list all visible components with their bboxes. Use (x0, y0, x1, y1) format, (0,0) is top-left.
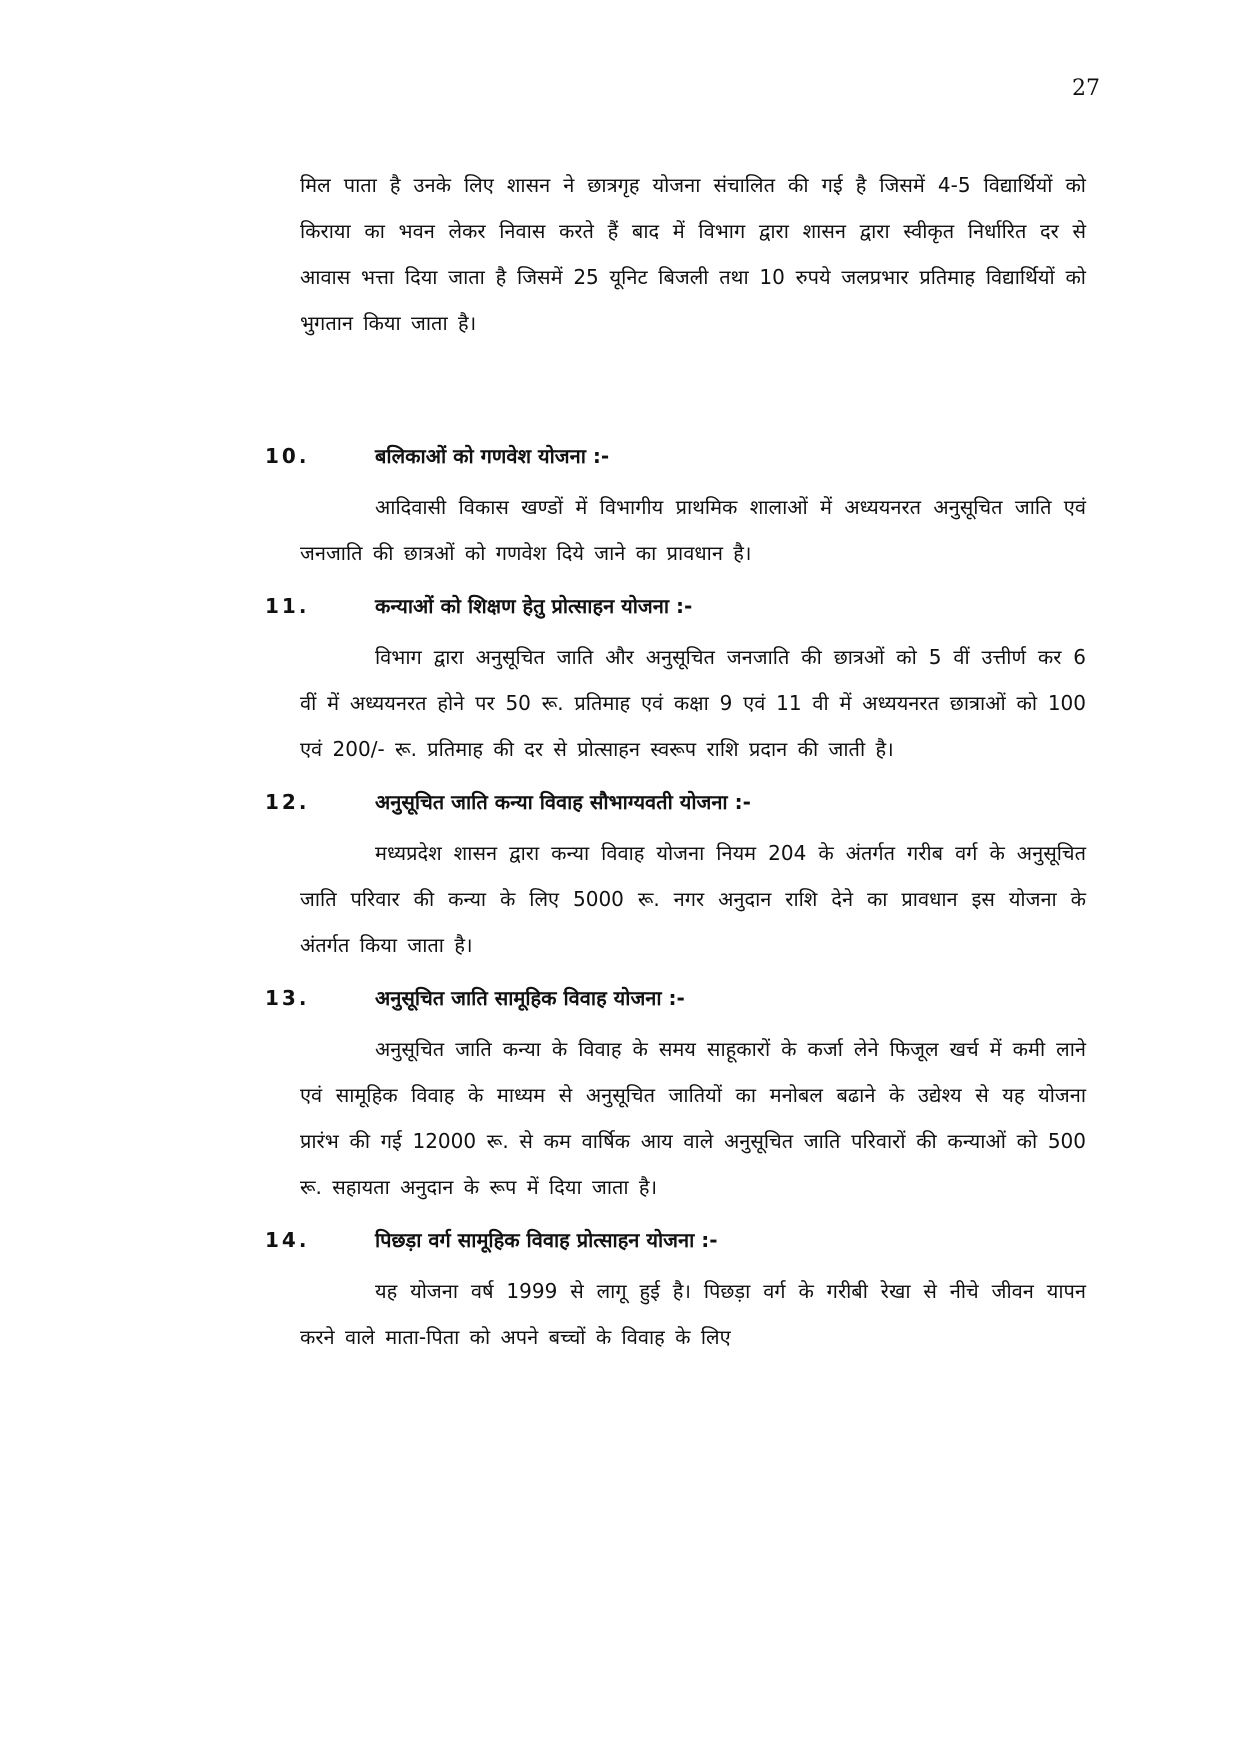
document-body (265, 162, 1086, 1368)
section-11 (265, 584, 1086, 772)
section-title: कन्याओं को शिक्षण हेतु प्रोत्साहन योजना :- (375, 594, 693, 618)
section-title: अनुसूचित जाति सामूहिक विवाह योजना :- (375, 986, 685, 1010)
section-number: 14. (265, 1228, 310, 1252)
section-body: मध्यप्रदेश शासन द्वारा कन्या विवाह योजना नियम 204 के अंतर्गत गरीब वर्ग के अनुसूचित जाति परिवार की कन्या के लिए 5000 रू. नगर अनुदान राशि देने का प्रावधान इस योजना के अंतर्गत किया जाता है। (300, 841, 1086, 957)
section-13 (265, 976, 1086, 1210)
section-body: अनुसूचित जाति कन्या के विवाह के समय साहूकारों के कर्जा लेने फिजूल खर्च में कमी लाने एवं सामूहिक विवाह के माध्यम से अनुसूचित जातियों का मनोबल बढाने के उद्येश्य से यह योजना प्रारंभ की गई 12000 रू. से कम वार्षिक आय वाले अनुसूचित जाति परिवारों की कन्याओं को 500 रू. सहायता अनुदान के रूप में दिया जाता है। (300, 1037, 1086, 1199)
section-14 (265, 1218, 1086, 1360)
section-12 (265, 780, 1086, 968)
section-heading (265, 434, 1086, 478)
section-number: 12. (265, 790, 310, 814)
page-number: 27 (1072, 76, 1100, 101)
section-title: बलिकाओं को गणवेश योजना :- (375, 444, 610, 468)
section-body: आदिवासी विकास खण्डों में विभागीय प्राथमिक शालाओं में अध्ययनरत अनुसूचित जाति एवं जनजाति की छात्रओं को गणवेश दिये जाने का प्रावधान है। (300, 495, 1086, 565)
section-heading (265, 584, 1086, 628)
section-heading (265, 976, 1086, 1020)
intro-paragraph: मिल पाता है उनके लिए शासन ने छात्रगृह योजना संचालित की गई है जिसमें 4-5 विद्यार्थियों को किराया का भवन लेकर निवास करते हैं बाद में विभाग द्वारा शासन द्वारा स्वीकृत निर्धारित दर से आवास भत्ता दिया जाता है जिसमें 25 यूनिट बिजली तथा 10 रुपये जलप्रभार प्रतिमाह विद्यार्थियों को भुगतान किया जाता है। (300, 173, 1086, 335)
section-heading (265, 780, 1086, 824)
section-title: अनुसूचित जाति कन्या विवाह सौभाग्यवती योजना :- (375, 790, 751, 814)
section-number: 11. (265, 594, 310, 618)
section-number: 13. (265, 986, 310, 1010)
section-10 (265, 434, 1086, 576)
section-body: यह योजना वर्ष 1999 से लागू हुई है। पिछड़ा वर्ग के गरीबी रेखा से नीचे जीवन यापन करने वाले माता-पिता को अपने बच्चों के विवाह के लिए (300, 1279, 1086, 1349)
section-number: 10. (265, 444, 310, 468)
section-title: पिछड़ा वर्ग सामूहिक विवाह प्रोत्साहन योजना :- (375, 1228, 718, 1252)
section-body: विभाग द्वारा अनुसूचित जाति और अनुसूचित जनजाति की छात्रओं को 5 वीं उत्तीर्ण कर 6 वीं में अध्ययनरत होने पर 50 रू. प्रतिमाह एवं कक्षा 9 एवं 11 वी में अध्ययनरत छात्राओं को 100 एवं 200/- रू. प्रतिमाह की दर से प्रोत्साहन स्वरूप राशि प्रदान की जाती है। (300, 645, 1086, 761)
section-heading (265, 1218, 1086, 1262)
